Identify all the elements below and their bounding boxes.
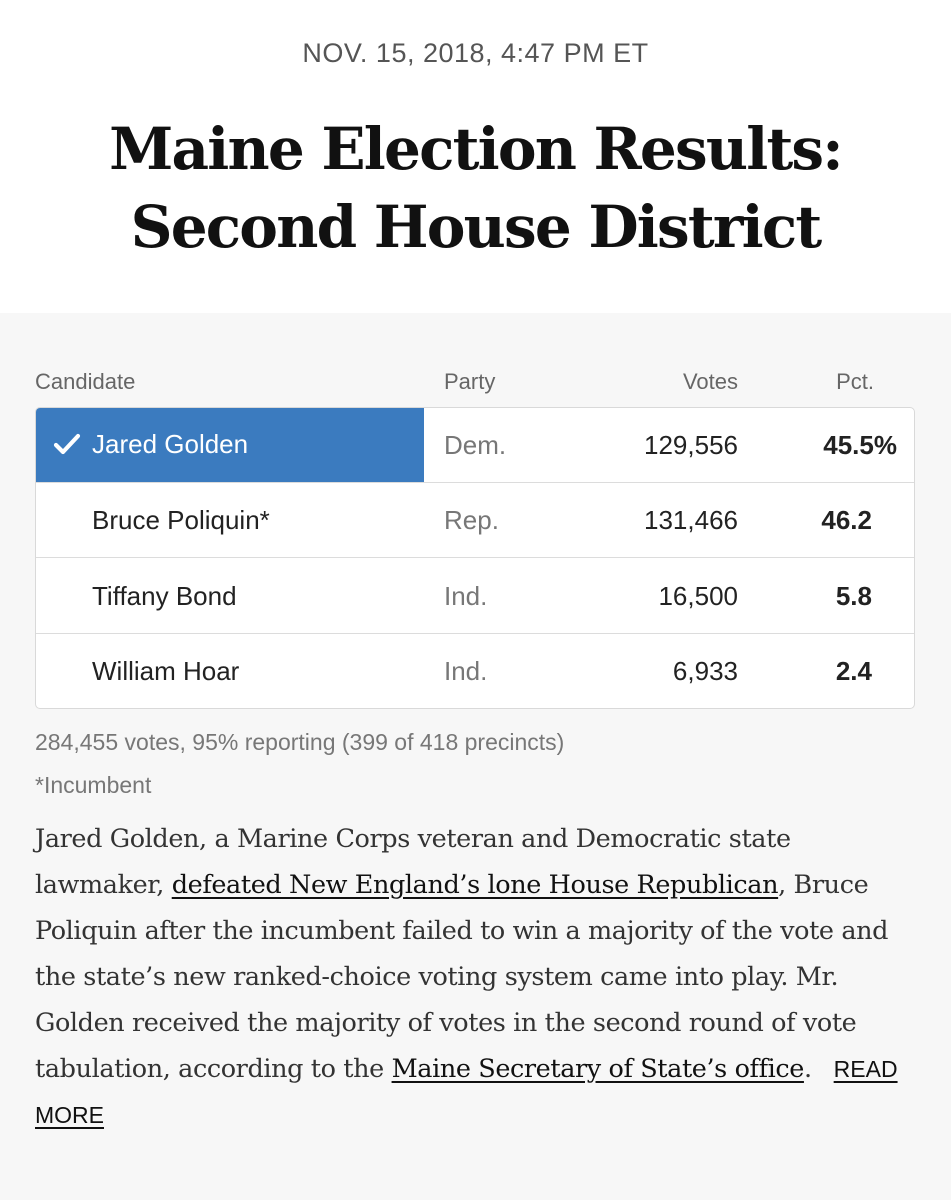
reporting-status: 284,455 votes, 95% reporting (399 of 418 precincts) bbox=[35, 729, 565, 755]
summary-text: Jared Golden, a Marine Corps veteran and Democratic state lawmaker, bbox=[35, 824, 791, 900]
candidate-party: Ind. bbox=[444, 581, 488, 611]
summary-text: , Bruce Poliquin after the incumbent failed to win a majority of the vote and the state’s new ranked-choice voting system came into play. Mr. Golden received the majority of votes in the second round of vote tabulation, according to the bbox=[35, 870, 889, 1084]
table-row bbox=[36, 408, 914, 483]
candidate-pct: 46.2 bbox=[821, 505, 872, 535]
winner-cell bbox=[36, 407, 424, 482]
summary-text: . bbox=[803, 1054, 812, 1084]
summary-paragraph bbox=[35, 816, 915, 1138]
candidate-pct: 5.8 bbox=[835, 581, 872, 611]
candidate-pct: 45.5% bbox=[823, 430, 897, 460]
name-cell bbox=[36, 559, 424, 634]
dateline: NOV. 15, 2018, 4:47 PM ET bbox=[302, 38, 649, 68]
name-cell bbox=[36, 483, 424, 558]
candidate-pct: 2.4 bbox=[835, 656, 872, 686]
column-header-votes: Votes bbox=[682, 369, 738, 394]
candidate-votes: 6,933 bbox=[672, 656, 738, 686]
results-table bbox=[35, 407, 915, 709]
secretary-of-state-link[interactable]: Maine Secretary of State’s office bbox=[391, 1054, 804, 1084]
column-header-candidate: Candidate bbox=[35, 369, 136, 394]
results-panel bbox=[0, 313, 951, 1200]
candidate-name: Bruce Poliquin* bbox=[92, 505, 270, 535]
read-more-link[interactable]: READ MORE bbox=[35, 1056, 898, 1128]
candidate-votes: 131,466 bbox=[644, 505, 738, 535]
headline: Maine Election Results: Second House District bbox=[109, 115, 842, 261]
candidate-votes: 129,556 bbox=[644, 430, 738, 460]
column-header-party: Party bbox=[444, 369, 496, 394]
name-cell bbox=[36, 634, 424, 709]
candidate-name: Tiffany Bond bbox=[92, 581, 237, 611]
checkmark-icon bbox=[53, 432, 81, 456]
column-header-pct: Pct. bbox=[836, 369, 874, 394]
table-row bbox=[36, 559, 914, 634]
incumbent-footnote: *Incumbent bbox=[35, 772, 152, 798]
candidate-name: William Hoar bbox=[92, 656, 240, 686]
candidate-party: Dem. bbox=[444, 430, 507, 460]
candidate-votes: 16,500 bbox=[658, 581, 738, 611]
defeated-link[interactable]: defeated New England’s lone House Republican bbox=[171, 870, 779, 900]
article-header bbox=[0, 0, 951, 313]
table-row bbox=[36, 634, 914, 709]
table-row bbox=[36, 483, 914, 558]
candidate-party: Rep. bbox=[444, 505, 499, 535]
candidate-name: Jared Golden bbox=[92, 429, 249, 459]
candidate-party: Ind. bbox=[444, 656, 488, 686]
